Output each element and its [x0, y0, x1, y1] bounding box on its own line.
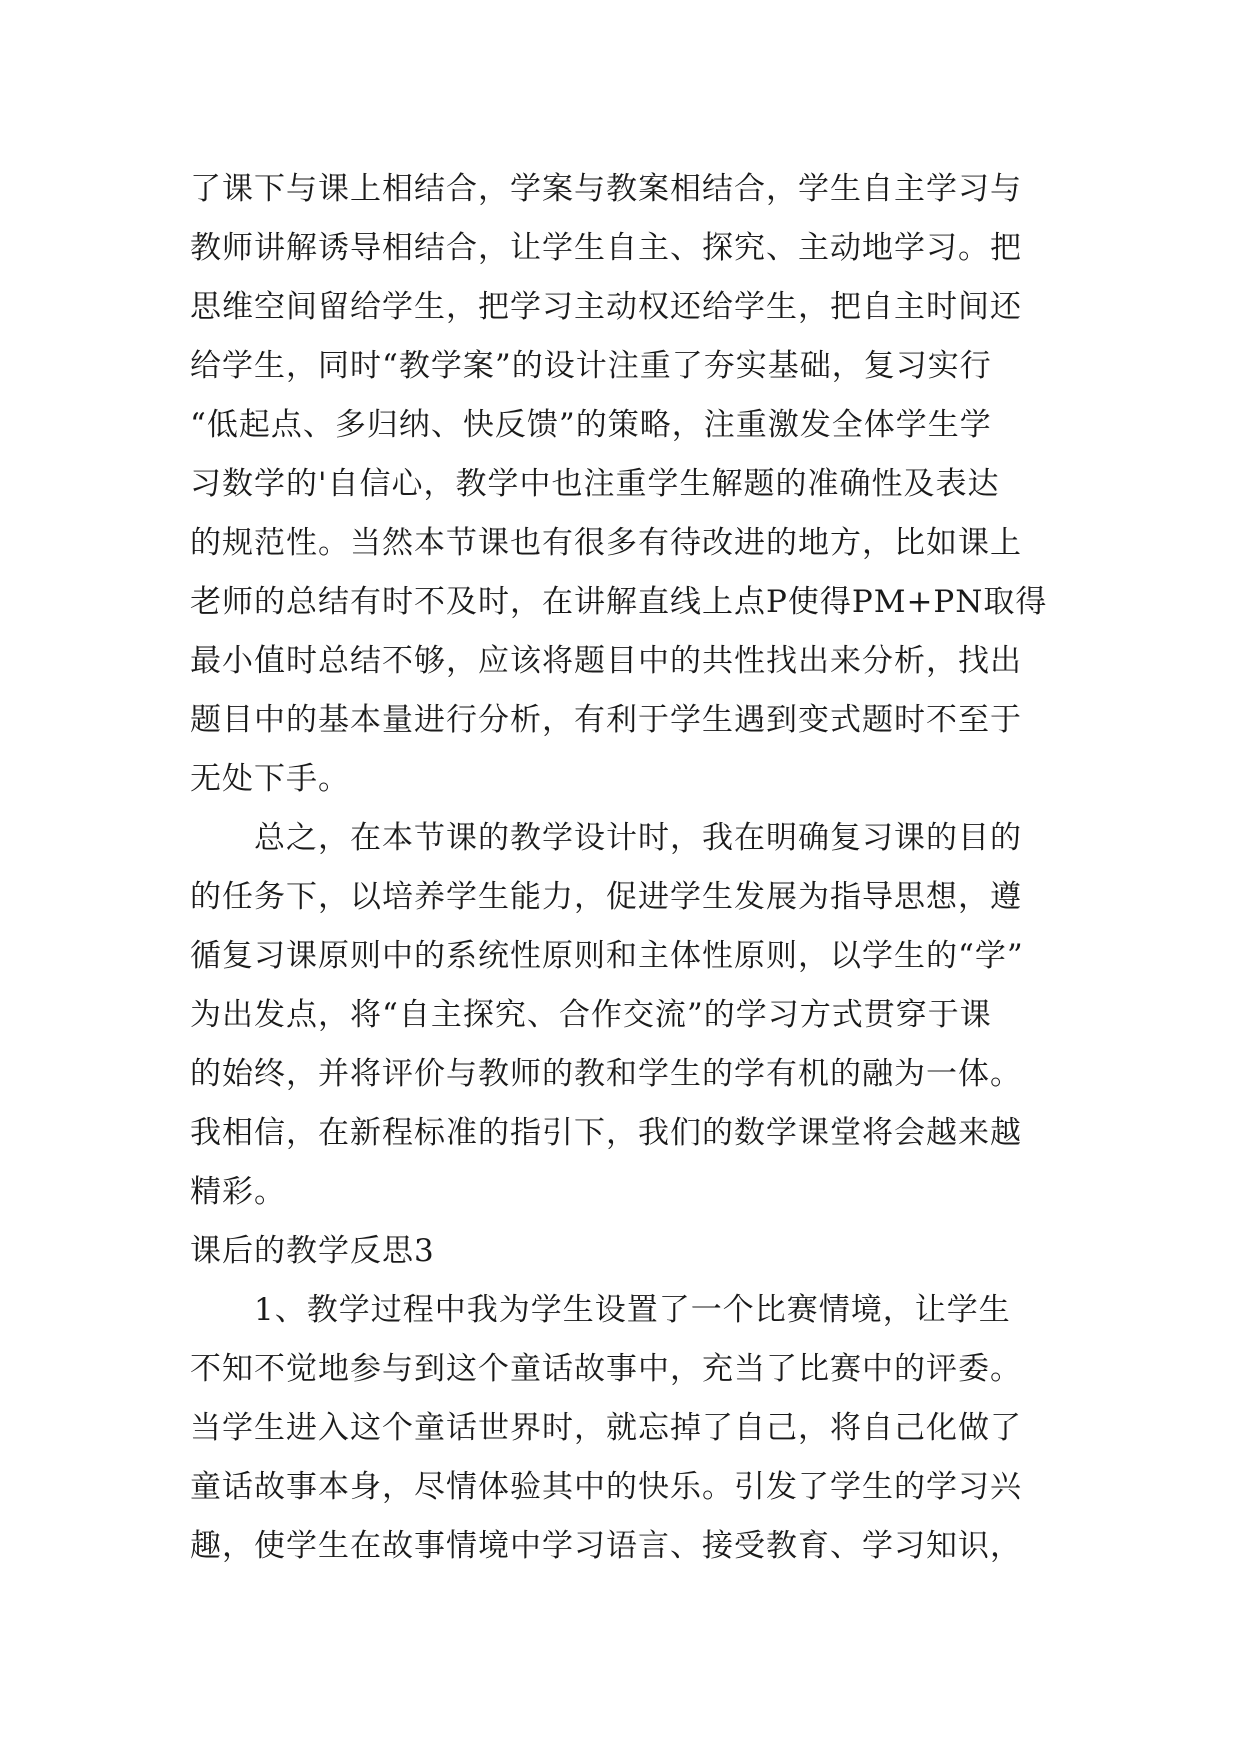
text-line: 童话故事本身，尽情体验其中的快乐。引发了学生的学习兴 — [190, 1469, 1022, 1505]
text-line: 思维空间留给学生，把学习主动权还给学生，把自主时间还 — [190, 289, 1022, 325]
text-line: “低起点、多归纳、快反馈”的策略，注重激发全体学生学 — [190, 407, 992, 443]
text-line: 习数学的'自信心，教学中也注重学生解题的准确性及表达 — [190, 466, 1000, 502]
text-line: 的规范性。当然本节课也有很多有待改进的地方，比如课上 — [190, 525, 1022, 561]
text-line: 了课下与课上相结合，学案与教案相结合，学生自主学习与 — [190, 171, 1022, 207]
text-line: 循复习课原则中的系统性原则和主体性原则，以学生的“学” — [190, 938, 1024, 974]
text-line: 的任务下，以培养学生能力，促进学生发展为指导思想，遵 — [190, 879, 1022, 915]
text-line: 教师讲解诱导相结合，让学生自主、探究、主动地学习。把 — [190, 230, 1022, 266]
text-line: 精彩。 — [190, 1174, 286, 1210]
text-line: 无处下手。 — [190, 761, 350, 797]
paragraph-first-line: 总之，在本节课的教学设计时，我在明确复习课的目的 — [254, 820, 1022, 856]
document-body — [190, 160, 1070, 1576]
text-line: 老师的总结有时不及时，在讲解直线上点P使得PM+PN取得 — [190, 584, 1048, 620]
text-line: 最小值时总结不够，应该将题目中的共性找出来分析，找出 — [190, 643, 1022, 679]
text-line: 题目中的基本量进行分析，有利于学生遇到变式题时不至于 — [190, 702, 1022, 738]
paragraph-first-line: 1、教学过程中我为学生设置了一个比赛情境，让学生 — [254, 1292, 1011, 1328]
text-line: 为出发点，将“自主探究、合作交流”的学习方式贯穿于课 — [190, 997, 992, 1033]
text-line: 我相信，在新程标准的指引下，我们的数学课堂将会越来越 — [190, 1115, 1022, 1151]
text-line: 给学生，同时“教学案”的设计注重了夯实基础，复习实行 — [190, 348, 992, 384]
text-line: 的始终，并将评价与教师的教和学生的学有机的融为一体。 — [190, 1056, 1022, 1092]
section-heading: 课后的教学反思3 — [190, 1233, 435, 1269]
text-line: 当学生进入这个童话世界时，就忘掉了自己，将自己化做了 — [190, 1410, 1022, 1446]
text-line: 趣，使学生在故事情境中学习语言、接受教育、学习知识， — [190, 1528, 1022, 1564]
text-line: 不知不觉地参与到这个童话故事中，充当了比赛中的评委。 — [190, 1351, 1022, 1387]
